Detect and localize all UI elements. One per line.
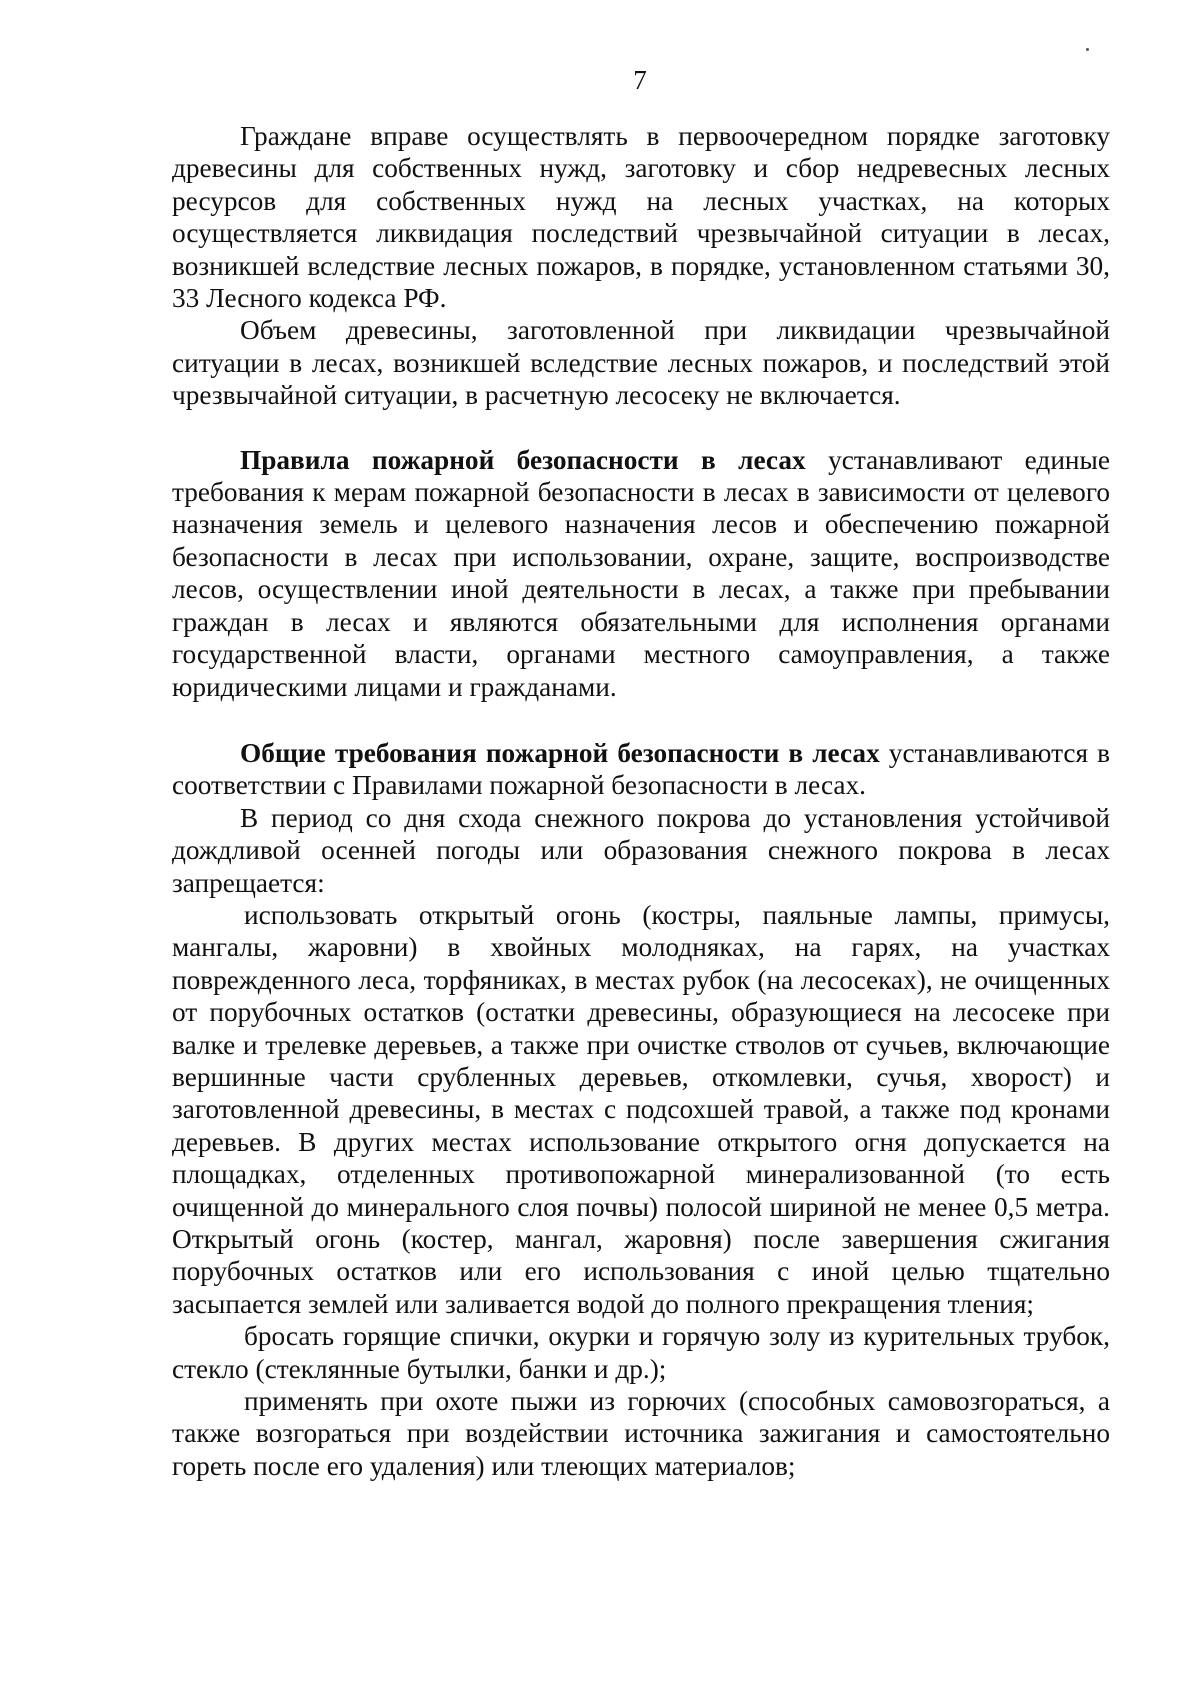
bold-in: в [678,444,739,475]
general-text: устанавливаются в соответствии с Правилами пожарной безопасности в лесах. [172,737,1110,801]
bold-in-2: в [779,737,813,768]
bold-heading-general: Общие требования пожарной безопасности [240,737,780,768]
bold-heading-rules: Правила пожарной безопасности [240,444,679,475]
document-body [172,120,1110,1482]
bold-forests-2: лесах [812,737,880,768]
paragraph-wood-volume: Объем древесины, заготовленной при ликвидации чрезвычайной ситуации в лесах, возникшей вследствие лесных пожаров, и последствий этой чрезвычайной ситуации, в расчетную лесосеку не включается. [172,315,1110,411]
list-item-hunting-wads: применять при охоте пыжи из горючих (способных самовозгораться, а также возгораться при воздействии источника зажигания и самостоятельно гореть после его удаления) или тлеющих материалов; [172,1386,1110,1481]
paragraph-prohibition-period: В период со дня схода снежного покрова до установления устойчивой дождливой осенней погоды или образования снежного покрова в лесах запрещается: [172,802,1110,898]
paragraph-fire-safety-rules [172,444,1110,703]
rules-text: устанавливают единые требования к мерам пожарной безопасности в лесах в зависимости от целевого назначения земель и целевого назначения лесов и обеспечению пожарной безопасности в лесах при использовании, охране, защите, воспроизводстве лесов, осуществлении иной деятельности в лесах, а также при пребывании граждан в лесах и являются обязательными для исполнения органами государственной власти, органами местного самоуправления, а также юридическими лицами и гражданами. [172,444,1110,702]
page-number: 7 [633,65,647,95]
list-item-matches: бросать горящие спички, окурки и горячую золу из курительных трубок, стекло (стеклянные бутылки, банки и др.); [172,1321,1110,1384]
paragraph-general-requirements [172,737,1110,802]
list-item-open-fire: использовать открытый огонь (костры, паяльные лампы, примусы, мангалы, жаровни) в хвойных молодняках, на гарях, на участках поврежденного леса, торфяниках, в местах рубок (на лесосеках), не очищенных от порубочных остатков (остатки древесины, образующиеся на лесосеке при валке и трелевке деревьев, а также при очистке стволов от сучьев, включающие вершинные части срубленных деревьев, откомлевки, сучья, хворост) и заготовленной древесины, в местах с подсохшей травой, а также под кронами деревьев. В других местах использование открытого огня допускается на площадках, отделенных противопожарной минерализованной (то есть очищенной до минерального слоя почвы) полосой шириной не менее 0,5 метра. Открытый огонь (костер, мангал, жаровня) после завершения сжигания порубочных остатков или его использования с иной целью тщательно засыпается землей или заливается водой до полного прекращения тления; [172,899,1110,1319]
scan-speck [1086,48,1089,51]
bold-forests: лесах [738,444,806,475]
paragraph-citizens-rights: Граждане вправе осуществлять в первоочередном порядке заготовку древесины для собственных нужд, заготовку и сбор недревесных лесных ресурсов для собственных нужд на лесных участках, на которых осуществляется ликвидация последствий чрезвычайной ситуации в лесах, возникшей вследствие лесных пожаров, в порядке, установленном статьями 30, 33 Лесного кодекса РФ. [172,121,1110,314]
